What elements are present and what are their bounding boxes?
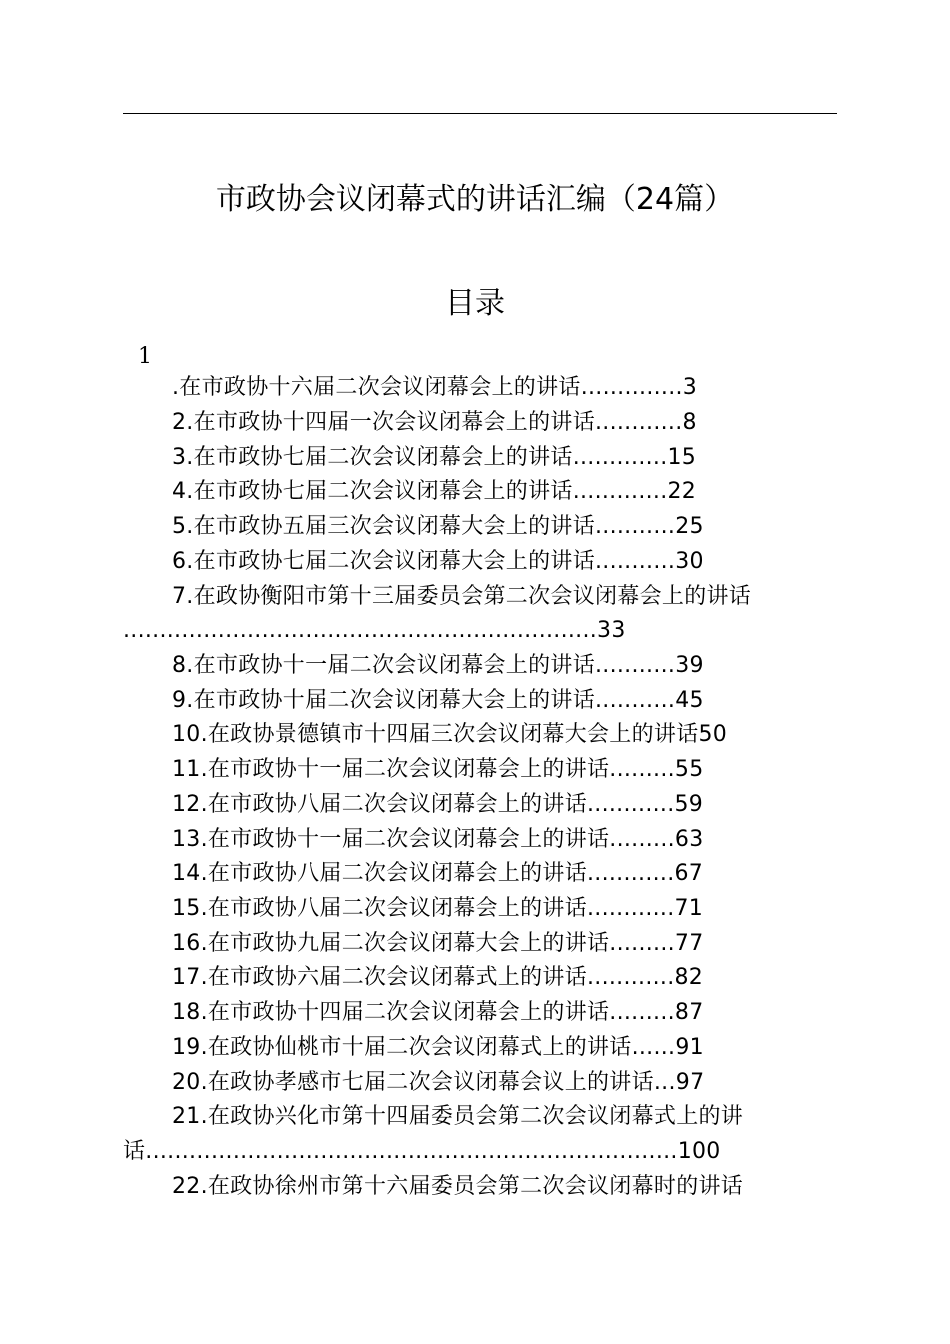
toc-heading: 目录 xyxy=(445,286,505,321)
toc-entry-14[interactable]: 14.在市政协八届二次会议闭幕会上的讲话............67 xyxy=(172,861,704,886)
page-title: 市政协会议闭幕式的讲话汇编（24篇） xyxy=(215,182,735,217)
toc-entry-4[interactable]: 4.在市政协七届二次会议闭幕会上的讲话.............22 xyxy=(172,479,697,504)
stray-number: 1 xyxy=(138,344,152,369)
toc-entry-10[interactable]: 10.在政协景德镇市十四届三次会议闭幕大会上的讲话50 xyxy=(172,722,728,747)
toc-entry-9[interactable]: 9.在市政协十届二次会议闭幕大会上的讲话...........45 xyxy=(172,688,704,713)
toc-entry-22[interactable]: 22.在政协徐州市第十六届委员会第二次会议闭幕时的讲话 xyxy=(172,1174,744,1199)
toc-entry-19[interactable]: 19.在政协仙桃市十届二次会议闭幕式上的讲话......91 xyxy=(172,1035,704,1060)
toc-entry-17[interactable]: 17.在市政协六届二次会议闭幕式上的讲话............82 xyxy=(172,965,704,990)
toc-entry-21-cont[interactable]: 话.........................................................................100 xyxy=(123,1139,721,1164)
toc-entry-20[interactable]: 20.在政协孝感市七届二次会议闭幕会议上的讲话...97 xyxy=(172,1070,705,1095)
toc-entry-18[interactable]: 18.在市政协十四届二次会议闭幕会上的讲话.........87 xyxy=(172,1000,704,1025)
toc-entry-16[interactable]: 16.在市政协九届二次会议闭幕大会上的讲话.........77 xyxy=(172,931,704,956)
toc-entry-15[interactable]: 15.在市政协八届二次会议闭幕会上的讲话............71 xyxy=(172,896,704,921)
toc-entry-7[interactable]: 7.在政协衡阳市第十三届委员会第二次会议闭幕会上的讲话 xyxy=(172,584,752,609)
toc-entry-13[interactable]: 13.在市政协十一届二次会议闭幕会上的讲话.........63 xyxy=(172,827,704,852)
toc-entry-5[interactable]: 5.在市政协五届三次会议闭幕大会上的讲话...........25 xyxy=(172,514,704,539)
toc-entry-2[interactable]: 2.在市政协十四届一次会议闭幕会上的讲话............8 xyxy=(172,410,697,435)
toc-entry-8[interactable]: 8.在市政协十一届二次会议闭幕会上的讲话...........39 xyxy=(172,653,704,678)
toc-entry-1[interactable]: .在市政协十六届二次会议闭幕会上的讲话..............3 xyxy=(172,375,698,400)
toc-entry-6[interactable]: 6.在市政协七届二次会议闭幕大会上的讲话...........30 xyxy=(172,549,704,574)
toc-entry-12[interactable]: 12.在市政协八届二次会议闭幕会上的讲话............59 xyxy=(172,792,704,817)
toc-entry-3[interactable]: 3.在市政协七届二次会议闭幕会上的讲话.............15 xyxy=(172,445,697,470)
toc-entry-7-cont[interactable]: .................................................................33 xyxy=(123,618,626,643)
toc-entry-11[interactable]: 11.在市政协十一届二次会议闭幕会上的讲话.........55 xyxy=(172,757,704,782)
toc-entry-21[interactable]: 21.在政协兴化市第十四届委员会第二次会议闭幕式上的讲 xyxy=(172,1104,744,1129)
